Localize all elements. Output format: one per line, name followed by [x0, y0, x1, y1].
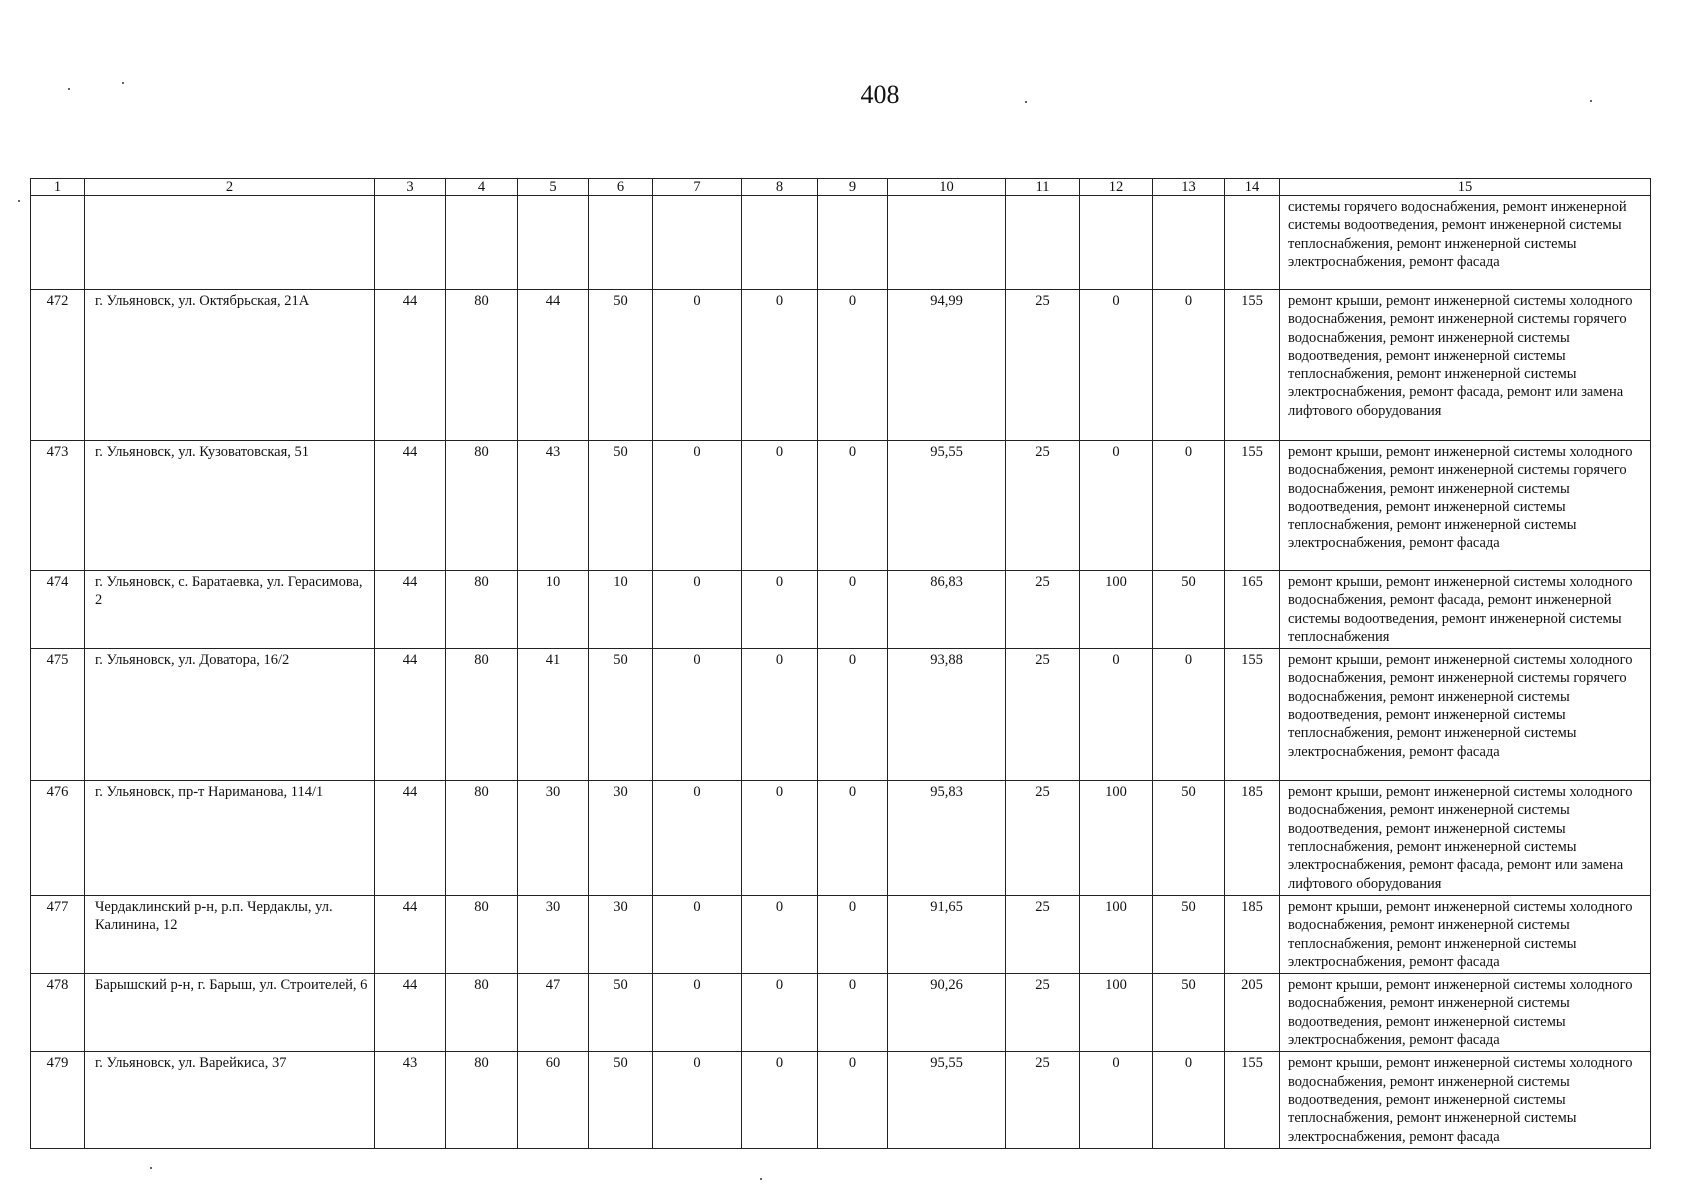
value-cell-3: 44 — [375, 649, 446, 781]
works-cell: системы горячего водоснабжения, ремонт инженерной системы водоотведения, ремонт инженерной системы теплоснабжения, ремонт инженерной системы электроснабжения, ремонт фасада — [1280, 196, 1651, 290]
value-cell-13: 50 — [1153, 895, 1225, 973]
table-row — [31, 441, 1651, 571]
value-cell-11: 25 — [1006, 895, 1080, 973]
header-cell: 8 — [742, 179, 818, 196]
value-cell-12: 0 — [1080, 649, 1153, 781]
address-cell: г. Ульяновск, ул. Октябрьская, 21А — [85, 290, 375, 441]
works-cell: ремонт крыши, ремонт инженерной системы холодного водоснабжения, ремонт инженерной системы горячего водоснабжения, ремонт инженерной системы водоотведения, ремонт инженерной системы теплоснабжения, ремонт инженерной системы электроснабжения, ремонт фасада, ремонт или замена лифтового оборудования — [1280, 290, 1651, 441]
scan-speck — [68, 88, 70, 90]
value-cell-6: 10 — [589, 571, 653, 649]
value-cell-4: 80 — [446, 1052, 518, 1148]
works-cell: ремонт крыши, ремонт инженерной системы холодного водоснабжения, ремонт инженерной системы горячего водоснабжения, ремонт инженерной системы водоотведения, ремонт инженерной системы теплоснабжения, ремонт инженерной системы электроснабжения, ремонт фасада — [1280, 649, 1651, 781]
value-cell-5: 30 — [518, 895, 589, 973]
value-cell-8: 0 — [742, 974, 818, 1052]
row-number-cell: 479 — [31, 1052, 85, 1148]
row-number-cell: 473 — [31, 441, 85, 571]
value-cell-7: 0 — [653, 571, 742, 649]
value-cell-5: 43 — [518, 441, 589, 571]
scan-speck — [760, 1178, 762, 1180]
value-cell-9: 0 — [818, 974, 888, 1052]
works-cell: ремонт крыши, ремонт инженерной системы холодного водоснабжения, ремонт инженерной системы водоотведения, ремонт инженерной системы электроснабжения, ремонт фасада — [1280, 974, 1651, 1052]
address-cell: г. Ульяновск, ул. Доватора, 16/2 — [85, 649, 375, 781]
value-cell-10: 95,55 — [888, 1052, 1006, 1148]
value-cell-9: 0 — [818, 1052, 888, 1148]
value-cell-11: 25 — [1006, 441, 1080, 571]
address-cell: Барышский р-н, г. Барыш, ул. Строителей, 6 — [85, 974, 375, 1052]
value-cell-9: 0 — [818, 781, 888, 896]
row-number-cell: 475 — [31, 649, 85, 781]
header-row — [31, 179, 1651, 196]
data-table — [30, 178, 1651, 1149]
value-cell-4: 80 — [446, 781, 518, 896]
header-cell: 9 — [818, 179, 888, 196]
value-cell-12: 100 — [1080, 781, 1153, 896]
value-cell-7: 0 — [653, 290, 742, 441]
header-cell: 6 — [589, 179, 653, 196]
value-cell-14: 155 — [1225, 1052, 1280, 1148]
table-row — [31, 974, 1651, 1052]
value-cell-8: 0 — [742, 649, 818, 781]
row-number-cell: 477 — [31, 895, 85, 973]
address-cell: г. Ульяновск, ул. Кузоватовская, 51 — [85, 441, 375, 571]
value-cell-10: 95,55 — [888, 441, 1006, 571]
value-cell-7: 0 — [653, 781, 742, 896]
scan-speck — [122, 82, 124, 84]
value-cell-8: 0 — [742, 571, 818, 649]
value-cell-9: 0 — [818, 571, 888, 649]
value-cell-6: 50 — [589, 1052, 653, 1148]
works-cell: ремонт крыши, ремонт инженерной системы холодного водоснабжения, ремонт фасада, ремонт инженерной системы водоотведения, ремонт инженерной системы теплоснабжения — [1280, 571, 1651, 649]
value-cell-13: 50 — [1153, 571, 1225, 649]
value-cell-9: 0 — [818, 441, 888, 571]
value-cell-10: 95,83 — [888, 781, 1006, 896]
header-cell: 3 — [375, 179, 446, 196]
header-cell: 11 — [1006, 179, 1080, 196]
value-cell-4: 80 — [446, 895, 518, 973]
table-row — [31, 895, 1651, 973]
value-cell-4: 80 — [446, 571, 518, 649]
value-cell-5: 30 — [518, 781, 589, 896]
value-cell-3: 44 — [375, 571, 446, 649]
header-cell: 2 — [85, 179, 375, 196]
value-cell-14: 155 — [1225, 649, 1280, 781]
value-cell-3: 44 — [375, 974, 446, 1052]
header-cell: 4 — [446, 179, 518, 196]
value-cell-6: 50 — [589, 974, 653, 1052]
value-cell-4: 80 — [446, 974, 518, 1052]
value-cell-9: 0 — [818, 290, 888, 441]
value-cell-8: 0 — [742, 1052, 818, 1148]
value-cell-5: 10 — [518, 571, 589, 649]
value-cell-9: 0 — [818, 649, 888, 781]
value-cell-10: 94,99 — [888, 290, 1006, 441]
works-cell: ремонт крыши, ремонт инженерной системы холодного водоснабжения, ремонт инженерной системы горячего водоснабжения, ремонт инженерной системы водоотведения, ремонт инженерной системы теплоснабжения, ремонт инженерной системы электроснабжения, ремонт фасада — [1280, 441, 1651, 571]
value-cell-11: 25 — [1006, 781, 1080, 896]
value-cell-6: 50 — [589, 441, 653, 571]
value-cell-5: 41 — [518, 649, 589, 781]
value-cell-12: 100 — [1080, 571, 1153, 649]
address-cell: г. Ульяновск, пр-т Нариманова, 114/1 — [85, 781, 375, 896]
header-cell: 7 — [653, 179, 742, 196]
value-cell-5: 47 — [518, 974, 589, 1052]
address-cell: Чердаклинский р-н, р.п. Чердаклы, ул. Калинина, 12 — [85, 895, 375, 973]
continuation-row — [31, 196, 1651, 290]
value-cell-6: 50 — [589, 649, 653, 781]
works-cell: ремонт крыши, ремонт инженерной системы холодного водоснабжения, ремонт инженерной системы водоотведения, ремонт инженерной системы теплоснабжения, ремонт инженерной системы электроснабжения, ремонт фасада — [1280, 1052, 1651, 1148]
header-cell: 13 — [1153, 179, 1225, 196]
scan-speck — [1025, 101, 1027, 103]
value-cell-4: 80 — [446, 441, 518, 571]
value-cell-6: 30 — [589, 781, 653, 896]
table-row — [31, 1052, 1651, 1148]
row-number-cell: 472 — [31, 290, 85, 441]
value-cell-8: 0 — [742, 441, 818, 571]
table-row — [31, 571, 1651, 649]
value-cell-3: 44 — [375, 895, 446, 973]
scan-speck — [150, 1167, 152, 1169]
value-cell-13: 0 — [1153, 1052, 1225, 1148]
value-cell-3: 43 — [375, 1052, 446, 1148]
value-cell-14: 155 — [1225, 441, 1280, 571]
value-cell-12: 100 — [1080, 974, 1153, 1052]
value-cell-5: 44 — [518, 290, 589, 441]
address-cell: г. Ульяновск, ул. Варейкиса, 37 — [85, 1052, 375, 1148]
value-cell-11: 25 — [1006, 974, 1080, 1052]
address-cell: г. Ульяновск, с. Баратаевка, ул. Герасимова, 2 — [85, 571, 375, 649]
value-cell-3: 44 — [375, 290, 446, 441]
value-cell-13: 0 — [1153, 290, 1225, 441]
value-cell-9: 0 — [818, 895, 888, 973]
header-cell: 14 — [1225, 179, 1280, 196]
value-cell-11: 25 — [1006, 290, 1080, 441]
header-cell: 15 — [1280, 179, 1651, 196]
header-cell: 1 — [31, 179, 85, 196]
header-cell: 5 — [518, 179, 589, 196]
value-cell-14: 155 — [1225, 290, 1280, 441]
value-cell-6: 50 — [589, 290, 653, 441]
value-cell-10: 86,83 — [888, 571, 1006, 649]
value-cell-13: 50 — [1153, 781, 1225, 896]
table-row — [31, 290, 1651, 441]
value-cell-7: 0 — [653, 441, 742, 571]
value-cell-7: 0 — [653, 1052, 742, 1148]
header-cell: 12 — [1080, 179, 1153, 196]
table-row — [31, 781, 1651, 896]
value-cell-11: 25 — [1006, 1052, 1080, 1148]
page-number: 408 — [860, 80, 900, 109]
value-cell-11: 25 — [1006, 571, 1080, 649]
value-cell-13: 0 — [1153, 441, 1225, 571]
value-cell-13: 0 — [1153, 649, 1225, 781]
works-cell: ремонт крыши, ремонт инженерной системы холодного водоснабжения, ремонт инженерной системы водоотведения, ремонт инженерной системы теплоснабжения, ремонт инженерной системы электроснабжения, ремонт фасада, ремонт или замена лифтового оборудования — [1280, 781, 1651, 896]
header-cell: 10 — [888, 179, 1006, 196]
value-cell-14: 165 — [1225, 571, 1280, 649]
value-cell-11: 25 — [1006, 649, 1080, 781]
value-cell-12: 0 — [1080, 441, 1153, 571]
value-cell-4: 80 — [446, 290, 518, 441]
value-cell-3: 44 — [375, 781, 446, 896]
value-cell-3: 44 — [375, 441, 446, 571]
row-number-cell: 478 — [31, 974, 85, 1052]
value-cell-10: 91,65 — [888, 895, 1006, 973]
works-cell: ремонт крыши, ремонт инженерной системы холодного водоснабжения, ремонт инженерной системы теплоснабжения, ремонт инженерной системы электроснабжения, ремонт фасада — [1280, 895, 1651, 973]
value-cell-10: 93,88 — [888, 649, 1006, 781]
value-cell-12: 100 — [1080, 895, 1153, 973]
value-cell-6: 30 — [589, 895, 653, 973]
value-cell-7: 0 — [653, 895, 742, 973]
scan-speck — [1590, 100, 1592, 102]
value-cell-8: 0 — [742, 895, 818, 973]
value-cell-8: 0 — [742, 781, 818, 896]
row-number-cell: 476 — [31, 781, 85, 896]
value-cell-7: 0 — [653, 974, 742, 1052]
value-cell-14: 205 — [1225, 974, 1280, 1052]
value-cell-12: 0 — [1080, 1052, 1153, 1148]
value-cell-8: 0 — [742, 290, 818, 441]
value-cell-14: 185 — [1225, 895, 1280, 973]
value-cell-12: 0 — [1080, 290, 1153, 441]
value-cell-10: 90,26 — [888, 974, 1006, 1052]
table-row — [31, 649, 1651, 781]
value-cell-14: 185 — [1225, 781, 1280, 896]
value-cell-5: 60 — [518, 1052, 589, 1148]
value-cell-7: 0 — [653, 649, 742, 781]
row-number-cell: 474 — [31, 571, 85, 649]
scan-speck — [18, 200, 20, 202]
value-cell-4: 80 — [446, 649, 518, 781]
value-cell-13: 50 — [1153, 974, 1225, 1052]
